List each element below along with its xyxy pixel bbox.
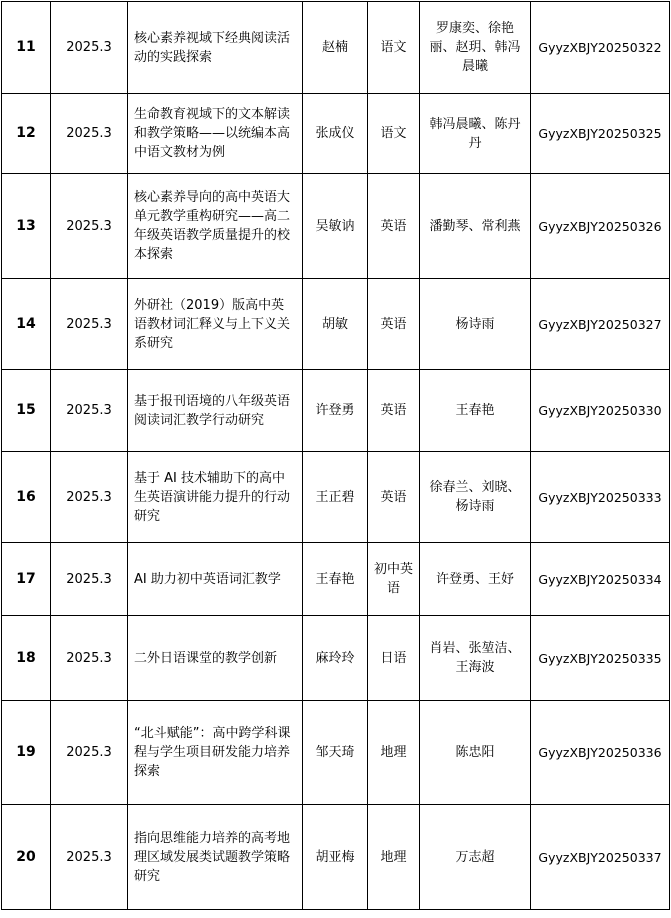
row-subject: 语文 (368, 94, 420, 174)
row-author: 吴敏讷 (303, 174, 368, 279)
row-members: 杨诗雨 (420, 279, 531, 370)
row-subject: 英语 (368, 174, 420, 279)
table-row (2, 370, 670, 452)
row-code: GyyzXBJY20250333 (531, 452, 670, 543)
row-title: 核心素养导向的高中英语大单元教学重构研究——高二年级英语教学质量提升的校本探索 (128, 174, 303, 279)
row-code: GyyzXBJY20250322 (531, 2, 670, 94)
row-author: 张成仪 (303, 94, 368, 174)
table-row (2, 701, 670, 805)
row-members: 潘勤琴、常利燕 (420, 174, 531, 279)
row-members: 万志超 (420, 805, 531, 910)
row-author: 王春艳 (303, 543, 368, 616)
row-author: 胡敏 (303, 279, 368, 370)
row-number: 14 (2, 279, 51, 370)
row-code: GyyzXBJY20250330 (531, 370, 670, 452)
table-row (2, 2, 670, 94)
row-date: 2025.3 (51, 452, 128, 543)
row-date: 2025.3 (51, 370, 128, 452)
row-author: 胡亚梅 (303, 805, 368, 910)
table-body (2, 2, 670, 910)
row-date: 2025.3 (51, 543, 128, 616)
row-date: 2025.3 (51, 616, 128, 701)
row-date: 2025.3 (51, 805, 128, 910)
row-title: 基于 AI 技术辅助下的高中生英语演讲能力提升的行动研究 (128, 452, 303, 543)
row-subject: 英语 (368, 452, 420, 543)
row-title: 生命教育视域下的文本解读和教学策略——以统编本高中语文教材为例 (128, 94, 303, 174)
table-row (2, 452, 670, 543)
row-title: 基于报刊语境的八年级英语阅读词汇教学行动研究 (128, 370, 303, 452)
row-members: 徐春兰、刘晓、杨诗雨 (420, 452, 531, 543)
row-number: 12 (2, 94, 51, 174)
row-code: GyyzXBJY20250337 (531, 805, 670, 910)
row-title: 二外日语课堂的教学创新 (128, 616, 303, 701)
row-date: 2025.3 (51, 174, 128, 279)
row-subject: 日语 (368, 616, 420, 701)
row-number: 19 (2, 701, 51, 805)
table-row (2, 616, 670, 701)
row-title: “北斗赋能”：高中跨学科课程与学生项目研发能力培养探索 (128, 701, 303, 805)
row-date: 2025.3 (51, 94, 128, 174)
row-author: 许登勇 (303, 370, 368, 452)
row-number: 20 (2, 805, 51, 910)
row-title: 外研社（2019）版高中英语教材词汇释义与上下义关系研究 (128, 279, 303, 370)
table-row (2, 174, 670, 279)
row-code: GyyzXBJY20250334 (531, 543, 670, 616)
row-subject: 语文 (368, 2, 420, 94)
row-date: 2025.3 (51, 279, 128, 370)
row-code: GyyzXBJY20250327 (531, 279, 670, 370)
table-row (2, 543, 670, 616)
row-author: 邹天琦 (303, 701, 368, 805)
row-number: 11 (2, 2, 51, 94)
row-date: 2025.3 (51, 2, 128, 94)
table-row (2, 94, 670, 174)
row-author: 赵楠 (303, 2, 368, 94)
row-title: 核心素养视域下经典阅读活动的实践探索 (128, 2, 303, 94)
row-number: 18 (2, 616, 51, 701)
row-subject: 英语 (368, 370, 420, 452)
row-title: 指向思维能力培养的高考地理区域发展类试题教学策略研究 (128, 805, 303, 910)
row-number: 13 (2, 174, 51, 279)
row-number: 16 (2, 452, 51, 543)
row-number: 15 (2, 370, 51, 452)
row-members: 罗康奕、徐艳丽、赵玥、韩冯晨曦 (420, 2, 531, 94)
row-code: GyyzXBJY20250326 (531, 174, 670, 279)
row-author: 王正碧 (303, 452, 368, 543)
row-code: GyyzXBJY20250336 (531, 701, 670, 805)
row-title: AI 助力初中英语词汇教学 (128, 543, 303, 616)
row-members: 韩冯晨曦、陈丹丹 (420, 94, 531, 174)
row-members: 肖岩、张堃洁、王海波 (420, 616, 531, 701)
row-date: 2025.3 (51, 701, 128, 805)
project-table (1, 1, 670, 910)
row-subject: 地理 (368, 805, 420, 910)
row-subject: 地理 (368, 701, 420, 805)
row-number: 17 (2, 543, 51, 616)
table-row (2, 279, 670, 370)
row-members: 陈忠阳 (420, 701, 531, 805)
row-members: 许登勇、王妤 (420, 543, 531, 616)
row-code: GyyzXBJY20250325 (531, 94, 670, 174)
row-subject: 英语 (368, 279, 420, 370)
row-author: 麻玲玲 (303, 616, 368, 701)
row-code: GyyzXBJY20250335 (531, 616, 670, 701)
table-row (2, 805, 670, 910)
row-subject: 初中英语 (368, 543, 420, 616)
row-members: 王春艳 (420, 370, 531, 452)
